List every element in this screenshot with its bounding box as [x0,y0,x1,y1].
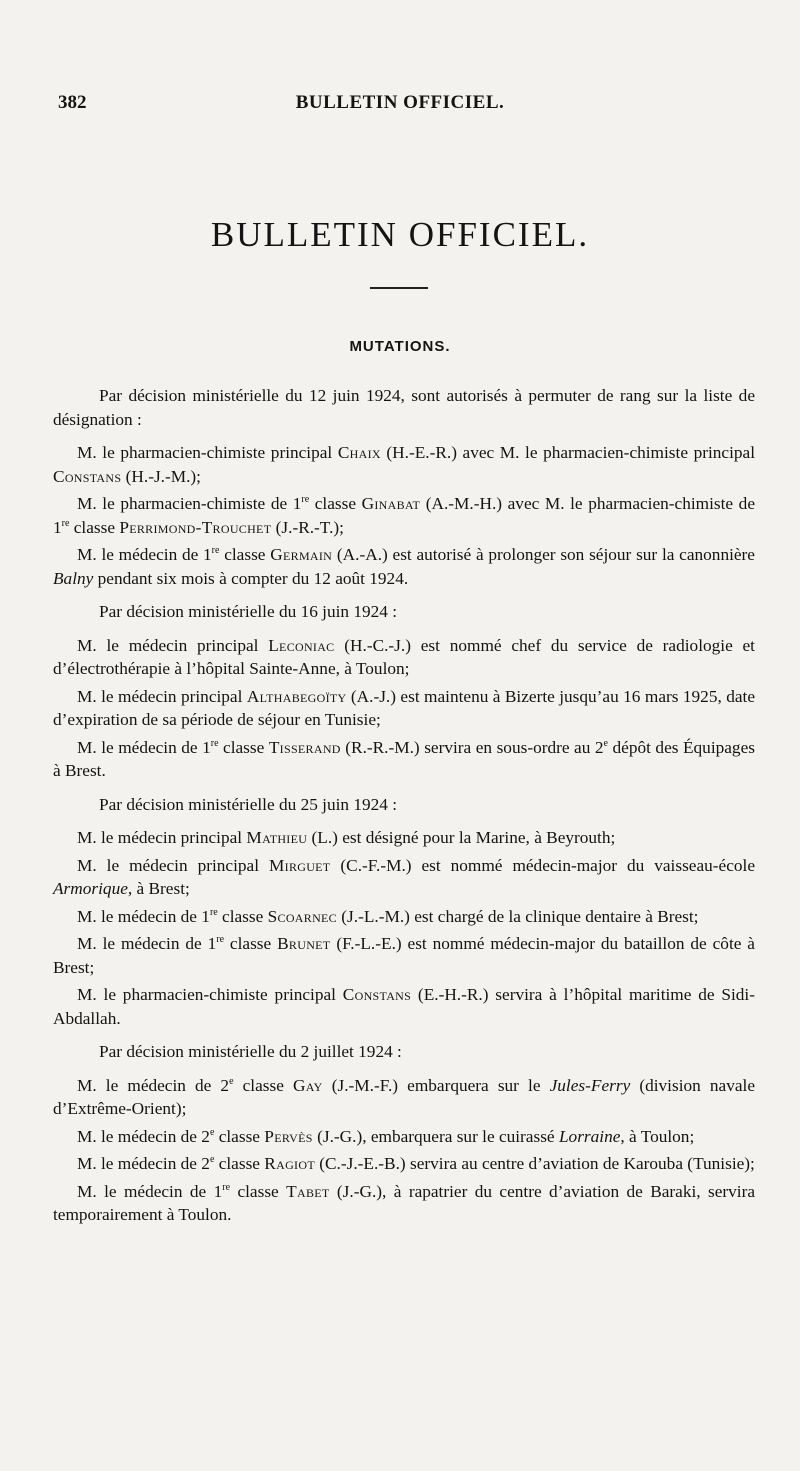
decision-heading: Par décision ministérielle du 12 juin 1924, sont autorisés à permuter de rang sur la liste de désignation : [53,386,755,429]
entry-paragraph: M. le médecin de 1re classe Tisserand (R.-R.-M.) servira en sous-ordre au 2e dépôt des Équipages à Brest. [53,737,755,780]
page-number: 382 [58,92,87,113]
entry-paragraph: M. le médecin de 1re classe Germain (A.-A.) est autorisé à prolonger son séjour sur la canonnière Balny pendant six mois à compter du 12 août 1924. [53,545,755,588]
entry-paragraph: M. le médecin de 1re classe Tabet (J.-G.), à rapatrier du centre d’aviation de Baraki, servira temporairement à Toulon. [53,1181,756,1224]
entry-paragraph: M. le pharmacien-chimiste principal Constans (E.-H.-R.) servira à l’hôpital maritime de Sidi-Abdallah. [53,985,755,1028]
running-title: BULLETIN OFFICIEL. [295,92,505,113]
entry-paragraph: M. le médecin principal Leconiac (H.-C.-J.) est nommé chef du service de radiologie et d’électrothérapie à l’hôpital Sainte-Anne, à Toulon; [53,635,755,678]
entry-paragraph: M. le pharmacien-chimiste de 1re classe Ginabat (A.-M.-H.) avec M. le pharmacien-chimiste de 1re classe Perrimond-Trouchet (J.-R.-T.); [53,494,755,537]
document-body [53,384,755,1231]
entry-paragraph: M. le médecin de 1re classe Scoarnec (J.-L.-M.) est chargé de la clinique dentaire à Brest; [77,906,699,926]
running-header [58,92,742,118]
decision-heading: Par décision ministérielle du 25 juin 1924 : [99,794,398,814]
title-rule [370,287,428,289]
entry-paragraph: M. le médecin de 1re classe Brunet (F.-L.-E.) est nommé médecin-major du bataillon de côte à Brest; [53,934,755,977]
entry-paragraph: M. le pharmacien-chimiste principal Chaix (H.-E.-R.) avec M. le pharmacien-chimiste principal Constans (H.-J.-M.); [53,443,755,486]
entry-paragraph: M. le médecin principal Mathieu (L.) est désigné pour la Marine, à Beyrouth; [77,828,616,847]
entry-paragraph: M. le médecin principal Mirguet (C.-F.-M.) est nommé médecin-major du vaisseau-école Armorique, à Brest; [53,855,755,898]
entry-paragraph: M. le médecin de 2e classe Ragiot (C.-J.-E.-B.) servira au centre d’aviation de Karouba (Tunisie); [77,1154,755,1173]
decision-heading: Par décision ministérielle du 2 juillet 1924 : [99,1042,402,1061]
entry-paragraph: M. le médecin de 2e classe Pervès (J.-G.), embarquera sur le cuirassé Lorraine, à Toulon; [77,1126,695,1146]
entry-paragraph: M. le médecin principal Althabegoïty (A.-J.) est maintenu à Bizerte jusqu’au 16 mars 1925, date d’expiration de sa période de séjour en Tunisie; [53,686,755,729]
entry-paragraph: M. le médecin de 2e classe Gay (J.-M.-F.) embarquera sur le Jules-Ferry (division navale d’Extrême-Orient); [53,1075,755,1118]
section-heading: MUTATIONS. [349,338,451,355]
page-title: BULLETIN OFFICIEL. [210,215,590,254]
decision-heading: Par décision ministérielle du 16 juin 1924 : [99,602,398,621]
